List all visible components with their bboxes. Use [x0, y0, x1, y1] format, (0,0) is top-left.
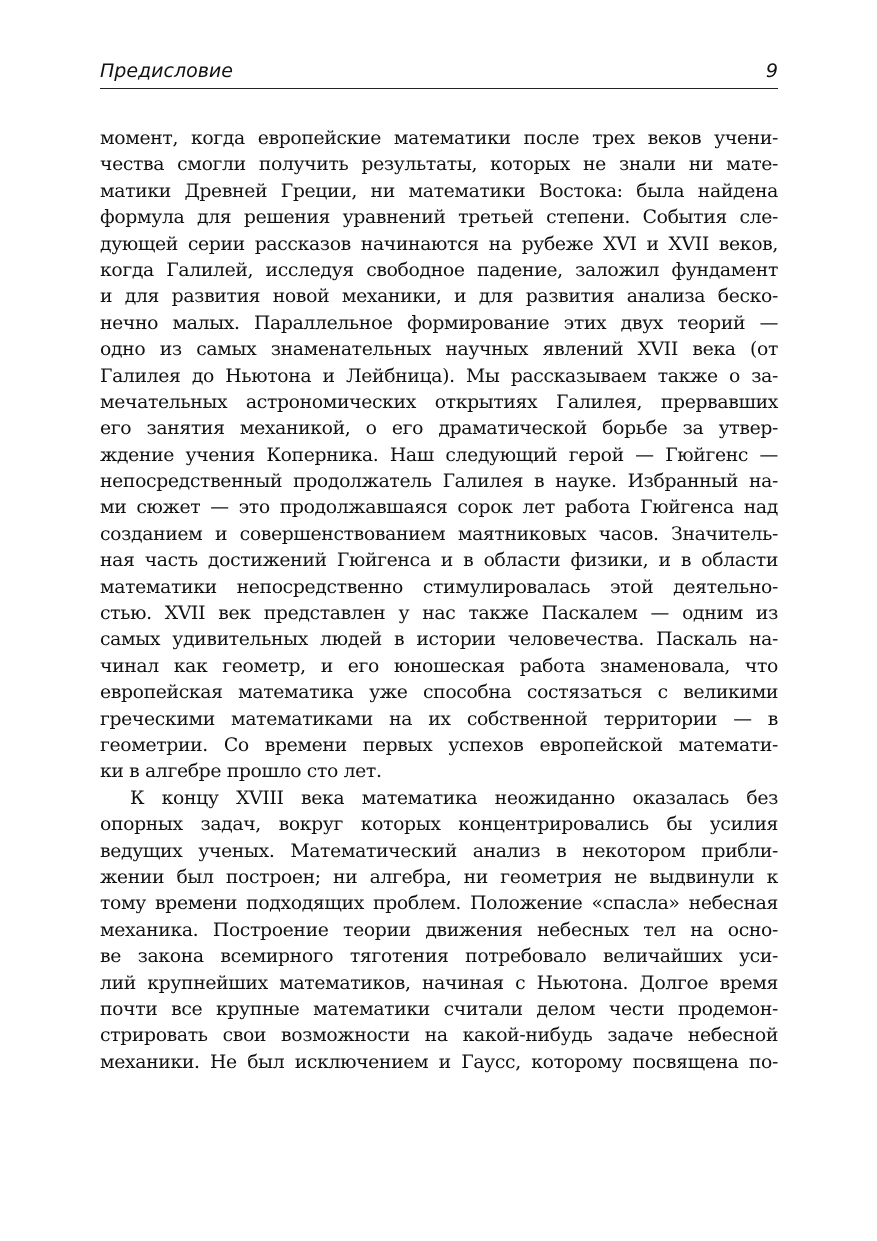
running-head: [100, 58, 778, 89]
text-line: европейская математика уже способна состязаться с великими: [100, 682, 778, 704]
text-line: ве закона всемирного тяготения потребовало величайших уси-: [100, 946, 778, 968]
body-text: [100, 126, 778, 1076]
text-line: лий крупнейших математиков, начиная с Ньютона. Долгое время: [100, 972, 778, 994]
text-line: ждение учения Коперника. Наш следующий герой — Гюйгенс —: [100, 444, 778, 466]
text-line: нечно малых. Параллельное формирование этих двух теорий —: [100, 312, 778, 334]
text-line: Галилея до Ньютона и Лейбница). Мы рассказываем также о за-: [100, 365, 778, 387]
text-line: геометрии. Со времени первых успехов европейской математи-: [100, 734, 778, 756]
text-line: созданием и совершенствованием маятниковых часов. Значитель-: [100, 523, 778, 545]
text-line: жении был построен; ни алгебра, ни геометрия не выдвинули к: [100, 866, 778, 888]
text-line: непосредственный продолжатель Галилея в науке. Избранный на-: [100, 471, 778, 493]
page-number: 9: [765, 60, 778, 82]
text-line: ведущих ученых. Математический анализ в некотором прибли-: [100, 840, 778, 862]
paragraph-2: [100, 786, 778, 1076]
text-line: мечательных астрономических открытиях Галилея, прервавших: [100, 391, 778, 413]
text-line: его занятия механикой, о его драматической борьбе за утвер-: [100, 418, 778, 440]
text-line: ная часть достижений Гюйгенса и в области физики, и в области: [100, 550, 778, 572]
text-line: опорных задач, вокруг которых концентрировались бы усилия: [100, 814, 778, 836]
text-line: чинал как геометр, и его юношеская работа знаменовала, что: [100, 655, 778, 677]
text-line: матики Древней Греции, ни математики Востока: была найдена: [100, 180, 778, 202]
text-line: одно из самых знаменательных научных явлений XVII века (от: [100, 339, 778, 361]
text-line: математики непосредственно стимулировалась этой деятельно-: [100, 576, 778, 598]
text-line: К концу XVIII века математика неожиданно оказалась без: [130, 787, 778, 809]
text-line: стрировать свои возможности на какой-нибудь задаче небесной: [100, 1025, 778, 1047]
text-line: самых удивительных людей в истории человечества. Паскаль на-: [100, 629, 778, 651]
paragraph-1: [100, 126, 778, 786]
text-line: момент, когда европейские математики после трех веков учени-: [100, 128, 778, 149]
text-line: стью. XVII век представлен у нас также Паскалем — одним из: [100, 603, 778, 625]
text-line: чества смогли получить результаты, которых не знали ни мате-: [100, 154, 778, 176]
chapter-title: Предисловие: [100, 60, 233, 82]
text-line: почти все крупные математики считали делом чести продемон-: [100, 998, 778, 1020]
text-line: тому времени подходящих проблем. Положение «спасла» небесная: [100, 893, 778, 915]
text-line: когда Галилей, исследуя свободное падение, заложил фундамент: [100, 259, 778, 281]
text-line: дующей серии рассказов начинаются на рубеже XVI и XVII веков,: [100, 233, 778, 255]
text-line: формула для решения уравнений третьей степени. События сле-: [100, 207, 778, 229]
text-line: ми сюжет — это продолжавшаяся сорок лет работа Гюйгенса над: [100, 497, 778, 519]
text-line: механики. Не был исключением и Гаусс, которому посвящена по-: [100, 1051, 778, 1073]
text-line: греческими математиками на их собственной территории — в: [100, 708, 778, 730]
text-line: и для развития новой механики, и для развития анализа беско-: [100, 286, 778, 308]
text-line: ки в алгебре прошло сто лет.: [100, 761, 382, 783]
text-line: механика. Построение теории движения небесных тел на осно-: [100, 919, 778, 941]
